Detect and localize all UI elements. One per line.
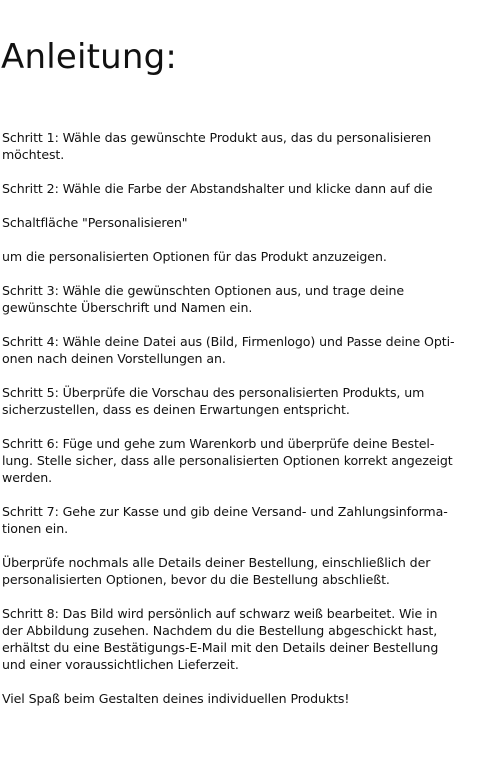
text-line: Schritt 3: Wähle die gewünschten Optionen aus, und trage deine: [2, 283, 405, 298]
text-line: personalisierten Optionen, bevor du die Bestellung abschließt.: [2, 572, 390, 587]
step-2-result-paragraph: [2, 248, 478, 265]
step-2-button-paragraph: [2, 214, 478, 231]
step-1-paragraph: [2, 129, 478, 163]
text-line: Schritt 7: Gehe zur Kasse und gib deine Versand- und Zahlungsinforma-: [2, 504, 448, 519]
text-line: Schritt 4: Wähle deine Datei aus (Bild, Firmenlogo) und Passe deine Opti-: [2, 334, 455, 349]
text-line: gewünschte Überschrift und Namen ein.: [2, 300, 253, 315]
text-line: Schritt 2: Wähle die Farbe der Abstandshalter und klicke dann auf die: [2, 181, 433, 196]
step-7-paragraph: [2, 503, 478, 537]
text-line: lung. Stelle sicher, dass alle personalisierten Optionen korrekt angezeigt: [2, 453, 453, 468]
text-line: sicherzustellen, dass es deinen Erwartungen entspricht.: [2, 402, 350, 417]
text-line: werden.: [2, 470, 53, 485]
step-3-paragraph: [2, 282, 478, 316]
text-line: Schaltfläche "Personalisieren": [2, 215, 188, 230]
text-line: der Abbildung zusehen. Nachdem du die Bestellung abgeschickt hast,: [2, 623, 438, 638]
step-2-paragraph: [2, 180, 478, 197]
text-line: Schritt 1: Wähle das gewünschte Produkt aus, das du personalisieren: [2, 130, 432, 145]
text-line: Schritt 6: Füge und gehe zum Warenkorb und überprüfe deine Bestel-: [2, 436, 435, 451]
text-line: um die personalisierten Optionen für das Produkt anzuzeigen.: [2, 249, 387, 264]
step-6-paragraph: [2, 435, 478, 486]
text-line: erhältst du eine Bestätigungs-E-Mail mit den Details deiner Bestellung: [2, 640, 439, 655]
text-line: Überprüfe nochmals alle Details deiner Bestellung, einschließlich der: [2, 555, 431, 570]
closing-paragraph: [2, 690, 478, 707]
text-line: Schritt 8: Das Bild wird persönlich auf schwarz weiß bearbeitet. Wie in: [2, 606, 438, 621]
review-paragraph: [2, 554, 478, 588]
text-line: und einer voraussichtlichen Lieferzeit.: [2, 657, 239, 672]
step-5-paragraph: [2, 384, 478, 418]
text-line: tionen ein.: [2, 521, 68, 536]
text-line: möchtest.: [2, 147, 65, 162]
text-line: Schritt 5: Überprüfe die Vorschau des personalisierten Produkts, um: [2, 385, 425, 400]
step-8-paragraph: [2, 605, 478, 673]
instructions-body: [2, 129, 478, 724]
text-line: onen nach deinen Vorstellungen an.: [2, 351, 226, 366]
step-4-paragraph: [2, 333, 478, 367]
page-title: Anleitung:: [1, 37, 178, 77]
closing-line: Viel Spaß beim Gestalten deines individuellen Produkts!: [2, 691, 350, 706]
